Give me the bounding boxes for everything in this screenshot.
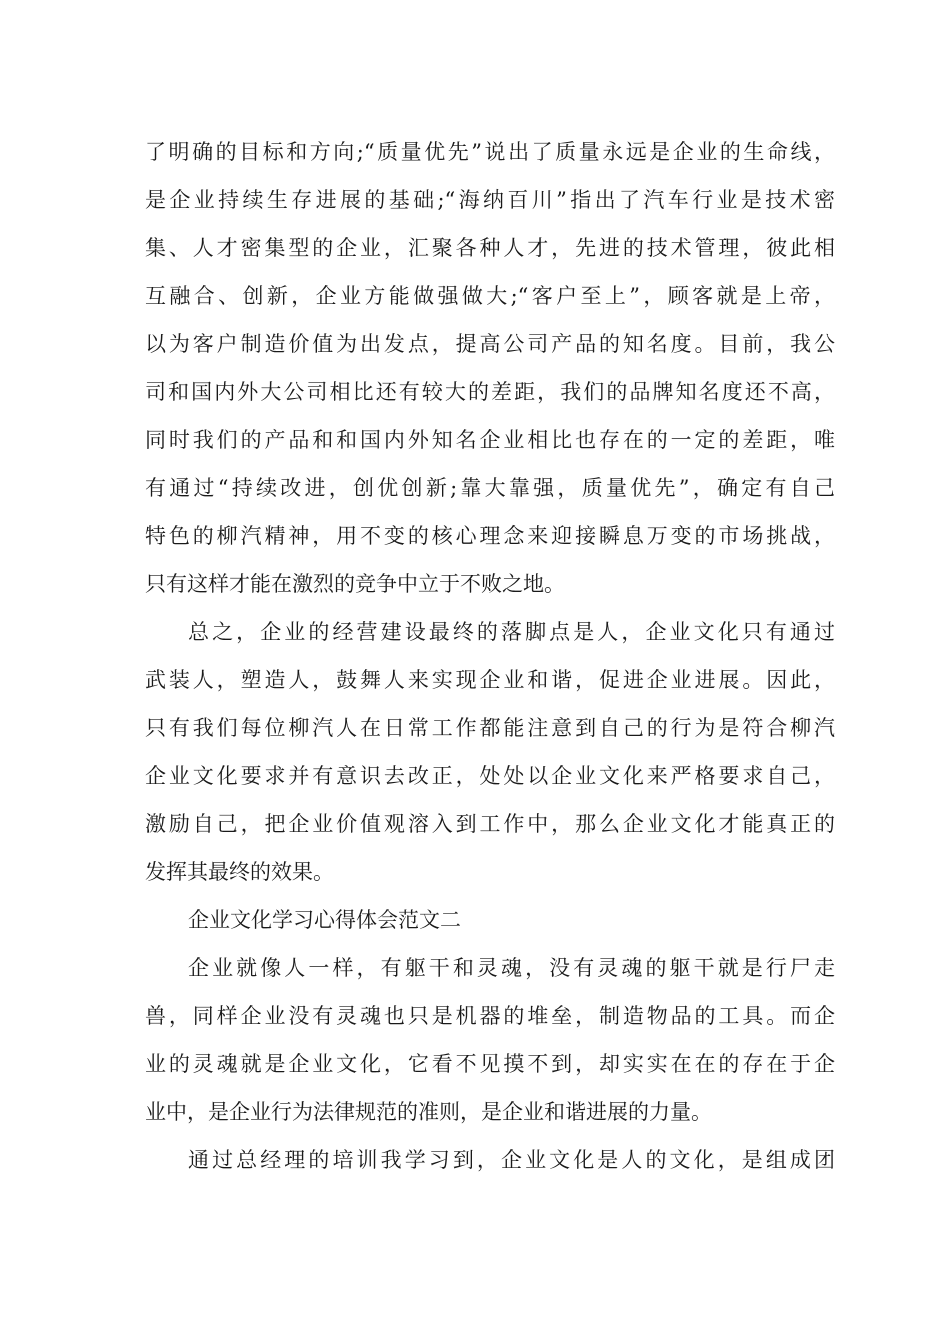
text-line: 发挥其最终的效果。 [145,860,334,884]
text-line: 有通过“持续改进，创优创新;靠大靠强，质量优先”，确定有自己 [145,476,835,500]
text-line: 是企业持续生存进展的基础;“海纳百川”指出了汽车行业是技术密 [145,188,835,212]
text-line: 互融合、创新，企业方能做强做大;“客户至上”，顾客就是上帝， [145,284,835,308]
text-line: 集、人才密集型的企业，汇聚各种人才，先进的技术管理，彼此相 [145,236,835,260]
text-line: 了明确的目标和方向;“质量优先”说出了质量永远是企业的生命线， [145,140,835,164]
text-line: 企业文化要求并有意识去改正，处处以企业文化来严格要求自己， [145,764,835,788]
paragraph-start-line: 总之，企业的经营建设最终的落脚点是人，企业文化只有通过 [188,620,835,644]
text-line: 只有这样才能在激烈的竞争中立于不败之地。 [145,572,565,596]
text-line: 只有我们每位柳汽人在日常工作都能注意到自己的行为是符合柳汽 [145,716,835,740]
text-line: 特色的柳汽精神，用不变的核心理念来迎接瞬息万变的市场挑战， [145,524,835,548]
text-line: 同时我们的产品和和国内外知名企业相比也存在的一定的差距，唯 [145,428,835,452]
text-line: 业中，是企业行为法律规范的准则，是企业和谐进展的力量。 [145,1100,712,1124]
text-line: 以为客户制造价值为出发点，提高公司产品的知名度。目前，我公 [145,332,835,356]
section-heading: 企业文化学习心得体会范文二 [188,908,461,932]
text-line: 业的灵魂就是企业文化，它看不见摸不到，却实实在在的存在于企 [145,1052,835,1076]
text-line: 兽，同样企业没有灵魂也只是机器的堆垒，制造物品的工具。而企 [145,1004,835,1028]
paragraph-start-line: 企业就像人一样，有躯干和灵魂，没有灵魂的躯干就是行尸走 [188,956,835,980]
paragraph-start-line: 通过总经理的培训我学习到，企业文化是人的文化，是组成团 [188,1148,835,1172]
text-line: 武装人，塑造人，鼓舞人来实现企业和谐，促进企业进展。因此， [145,668,835,692]
body-text [145,128,835,1184]
text-line: 司和国内外大公司相比还有较大的差距，我们的品牌知名度还不高， [145,380,835,404]
text-line: 激励自己，把企业价值观溶入到工作中，那么企业文化才能真正的 [145,812,835,836]
